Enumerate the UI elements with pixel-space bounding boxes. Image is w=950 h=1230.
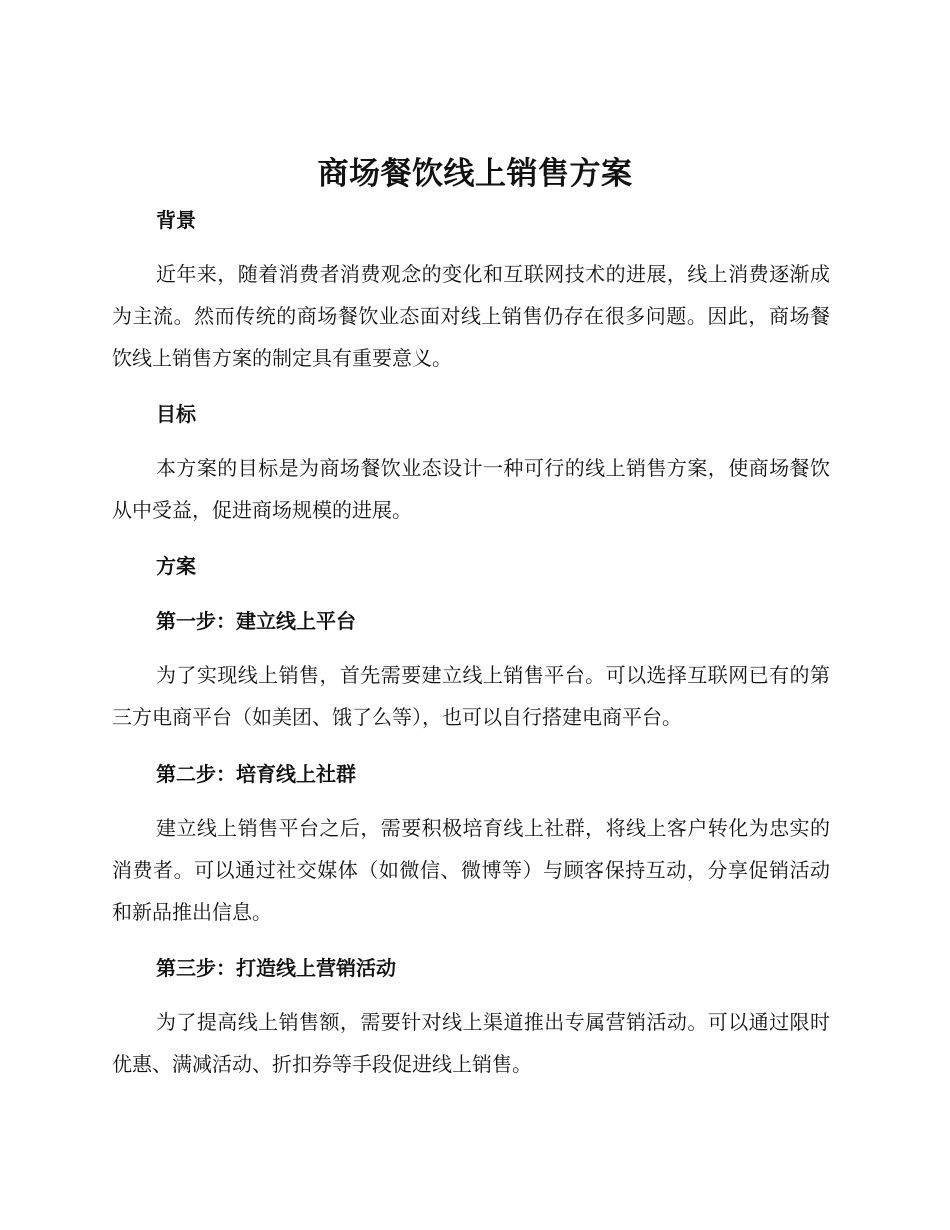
section-paragraph-background: 近年来，随着消费者消费观念的变化和互联网技术的进展，线上消费逐渐成为主流。然而传统的商场餐饮业态面对线上销售仍存在很多问题。因此，商场餐饮线上销售方案的制定具有重要意义。 bbox=[112, 262, 830, 370]
section-paragraph-goal: 本方案的目标是为商场餐饮业态设计一种可行的线上销售方案，使商场餐饮从中受益，促进商场规模的进展。 bbox=[112, 456, 830, 522]
section-paragraph-step-three: 为了提高线上销售额，需要针对线上渠道推出专属营销活动。可以通过限时优惠、满减活动、折扣券等手段促进线上销售。 bbox=[112, 1010, 830, 1076]
section-heading-step-two: 第二步：培育线上社群 bbox=[156, 762, 356, 786]
section-heading-step-one: 第一步：建立线上平台 bbox=[156, 609, 356, 633]
section-heading-background: 背景 bbox=[156, 208, 196, 232]
document-title: 商场餐饮线上销售方案 bbox=[317, 156, 633, 192]
section-paragraph-step-one: 为了实现线上销售，首先需要建立线上销售平台。可以选择互联网已有的第三方电商平台（如美团、饿了么等），也可以自行搭建电商平台。 bbox=[112, 663, 830, 729]
section-heading-plan: 方案 bbox=[156, 554, 196, 578]
section-heading-goal: 目标 bbox=[156, 402, 196, 426]
section-paragraph-step-two: 建立线上销售平台之后，需要积极培育线上社群，将线上客户转化为忠实的消费者。可以通过社交媒体（如微信、微博等）与顾客保持互动，分享促销活动和新品推出信息。 bbox=[112, 816, 830, 924]
section-heading-step-three: 第三步：打造线上营销活动 bbox=[156, 956, 396, 980]
